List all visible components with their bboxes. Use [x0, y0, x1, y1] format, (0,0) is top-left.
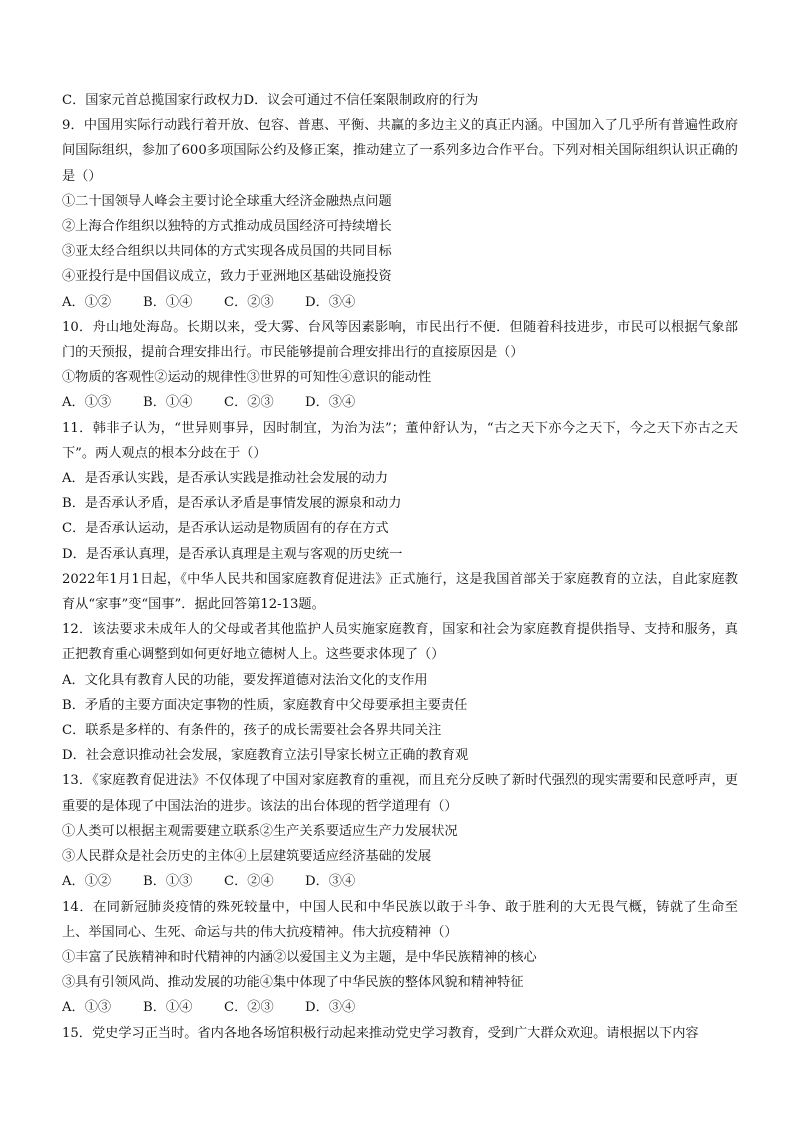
q15-stem: 15．党史学习正当时。省内各地各场馆积极行动起来推动党史学习教育，受到广大群众欢迎。请根据以下内容 [62, 1025, 699, 1041]
q14-options [62, 995, 738, 1020]
q9-option-b: B．①④ [143, 294, 193, 310]
q10-options [62, 390, 738, 415]
q11-stem: 11．韩非子认为，“世异则事异，因时制宜，为治为法”；董仲舒认为，“古之天下亦今之天下，今之天下亦古之天下”。两人观点的根本分歧在于（） [62, 420, 738, 461]
q12-option-d: D．社会意识推动社会发展，家庭教育立法引导家长树立正确的教育观 [62, 748, 469, 764]
q9-options [62, 290, 738, 315]
q14-item-1: ①丰富了民族精神和时代精神的内涵②以爱国主义为主题，是中华民族精神的核心 [62, 949, 537, 965]
q13-option-a: A．①② [62, 874, 112, 890]
q11-option-a: A．是否承认实践，是否承认实践是推动社会发展的动力 [62, 471, 389, 487]
q9-item-4: ④亚投行是中国倡议成立，致力于亚洲地区基础设施投资 [62, 269, 392, 285]
q10-items: ①物质的客观性②运动的规律性③世界的可知性④意识的能动性 [62, 370, 432, 386]
q8-options-cd [62, 88, 738, 113]
q14-option-b: B．①④ [143, 1000, 193, 1016]
q10-option-b: B．①④ [143, 395, 193, 411]
q14-option-c: C．②③ [224, 1000, 274, 1016]
q14-option-a: A．①③ [62, 1000, 112, 1016]
q13-item-1: ①人类可以根据主观需要建立联系②生产关系要适应生产力发展状况 [62, 823, 458, 839]
q9-item-3: ③亚太经合组织以共同体的方式实现各成员国的共同目标 [62, 244, 392, 260]
q11-option-c: C．是否承认运动，是否承认运动是物质固有的存在方式 [62, 521, 389, 537]
q11-option-b: B．是否承认矛盾，是否承认矛盾是事情发展的源泉和动力 [62, 496, 402, 512]
q9-option-c: C．②③ [224, 294, 274, 310]
q9-item-2: ②上海合作组织以独特的方式推动成员国经济可持续增长 [62, 219, 392, 235]
q9-option-d: D．③④ [305, 294, 356, 310]
q13-stem: 13．《家庭教育促进法》不仅体现了中国对家庭教育的重视，而且充分反映了新时代强烈的现实需要和民意呼声，更重要的是体现了中国法治的进步。该法的出台体现的哲学道理有（） [62, 773, 738, 814]
q8-option-c: C．国家元首总揽国家行政权力 [62, 93, 244, 108]
q8-option-d: D．议会可通过不信任案限制政府的行为 [243, 93, 479, 108]
q14-option-d: D．③④ [305, 1000, 356, 1016]
q13-option-d: D．③④ [305, 874, 356, 890]
q13-option-c: C．②④ [224, 874, 274, 890]
q9-stem: 9．中国用实际行动践行着开放、包容、普惠、平衡、共赢的多边主义的真正内涵。中国加入了几乎所有普遍性政府间国际组织，参加了600多项国际公约及修正案，推动建立了一系列多边合作平台。下列对相关国际组织认识正确的是（） [62, 118, 738, 184]
q13-option-b: B．①③ [143, 874, 193, 890]
q11-option-d: D．是否承认真理，是否承认真理是主观与客观的历史统一 [62, 546, 403, 562]
q10-option-c: C．②③ [224, 395, 274, 411]
q12-stem: 12．该法要求未成年人的父母或者其他监护人员实施家庭教育，国家和社会为家庭教育提供指导、支持和服务，真正把教育重心调整到如何更好地立德树人上。这些要求体现了（） [62, 622, 738, 663]
q14-item-2: ③具有引领风尚、推动发展的功能④集中体现了中华民族的整体风貌和精神特征 [62, 975, 524, 991]
q14-stem: 14．在同新冠肺炎疫情的殊死较量中，中国人民和中华民族以敢于斗争、敢于胜利的大无畏气概，铸就了生命至上、举国同心、生死、命运与共的伟大抗疫精神。伟大抗疫精神（） [62, 899, 738, 940]
q10-option-d: D．③④ [305, 395, 356, 411]
q13-options [62, 869, 738, 894]
q12-option-b: B．矛盾的主要方面决定事物的性质，家庭教育中父母要承担主要责任 [62, 697, 468, 713]
q9-option-a: A．①② [62, 294, 112, 310]
q12-option-a: A．文化具有教育人民的功能，要发挥道德对法治文化的支作用 [62, 672, 428, 688]
material-12-13: 2022年1月1日起，《中华人民共和国家庭教育促进法》正式施行，这是我国首部关于家庭教育的立法，自此家庭教育从“家事”变“国事”．据此回答第12-13题。 [62, 571, 738, 613]
q10-stem: 10．舟山地处海岛。长期以来，受大雾、台风等因素影响，市民出行不便．但随着科技进步，市民可以根据气象部门的天预报，提前合理安排出行。市民能够提前合理安排出行的直接原因是（） [62, 319, 738, 361]
q10-option-a: A．①③ [62, 395, 112, 411]
q13-item-2: ③人民群众是社会历史的主体④上层建筑要适应经济基础的发展 [62, 849, 432, 865]
q12-option-c: C．联系是多样的、有条件的，孩子的成长需要社会各界共同关注 [62, 723, 442, 739]
q9-item-1: ①二十国领导人峰会主要讨论全球重大经济金融热点问题 [62, 193, 392, 209]
